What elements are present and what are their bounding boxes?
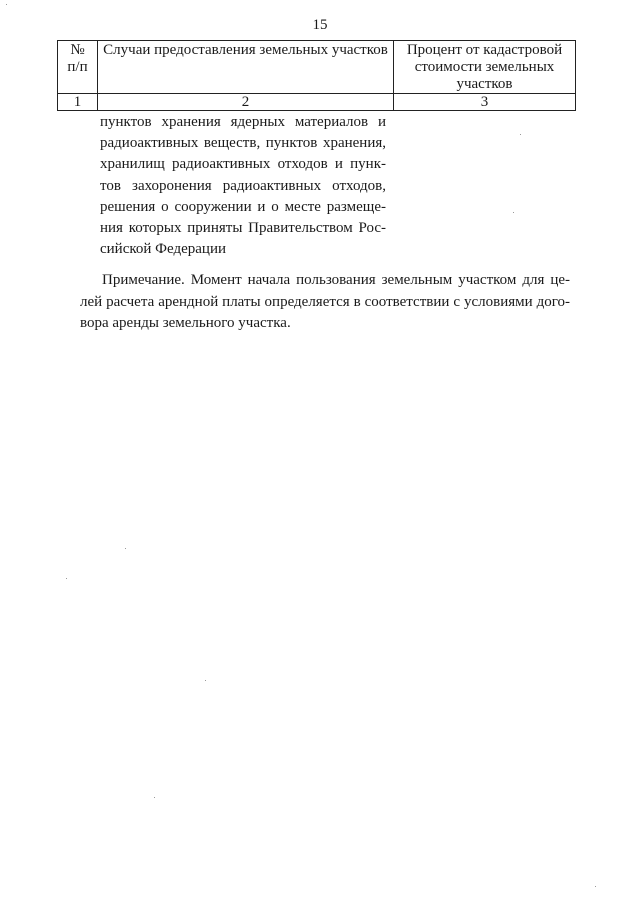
table-continuation-text xyxy=(100,112,386,260)
page-number: 15 xyxy=(312,17,328,33)
continuation-line: радиоактивных веществ, пунктов хранения, xyxy=(100,135,386,152)
scan-speck xyxy=(66,578,67,579)
table-header-row xyxy=(58,41,576,94)
column-number-1: 1 xyxy=(58,94,98,111)
scan-speck xyxy=(595,886,596,887)
continuation-line: решения о сооружении и о месте размеще- xyxy=(100,198,386,215)
continuation-line: пунктов хранения ядерных материалов и xyxy=(100,114,386,130)
scan-speck xyxy=(154,797,155,798)
note-paragraph xyxy=(80,270,570,335)
header-number-abbrev: п/п xyxy=(67,59,88,75)
continuation-line: тов захоронения радиоактивных отходов, xyxy=(100,177,386,194)
column-number-3: 3 xyxy=(394,94,576,111)
continuation-line: сийской Федерации xyxy=(100,241,227,258)
note-line: лей расчета арендной платы определяется в соответствии с условиями дого- xyxy=(80,293,570,310)
header-cell-cases: Случаи предоставления земельных участков xyxy=(98,41,394,94)
scan-speck xyxy=(6,4,7,5)
table-header xyxy=(57,40,576,111)
header-cell-number xyxy=(58,41,98,94)
scan-speck xyxy=(125,548,126,549)
table-column-numbers-row xyxy=(58,94,576,111)
continuation-line: ния которых приняты Правительством Рос- xyxy=(100,220,386,237)
scan-speck xyxy=(513,212,514,213)
note-line: Примечание. Момент начала пользования земельным участком для це- xyxy=(102,272,570,288)
header-cell-percent: Процент от кадастровой стоимости земельных участков xyxy=(394,41,576,94)
column-number-2: 2 xyxy=(98,94,394,111)
note-line: вора аренды земельного участка. xyxy=(80,315,291,331)
continuation-line: хранилищ радиоактивных отходов и пунк- xyxy=(100,156,386,173)
header-number-sign: № xyxy=(70,42,85,58)
scan-speck xyxy=(205,680,206,681)
scan-speck xyxy=(520,134,521,135)
